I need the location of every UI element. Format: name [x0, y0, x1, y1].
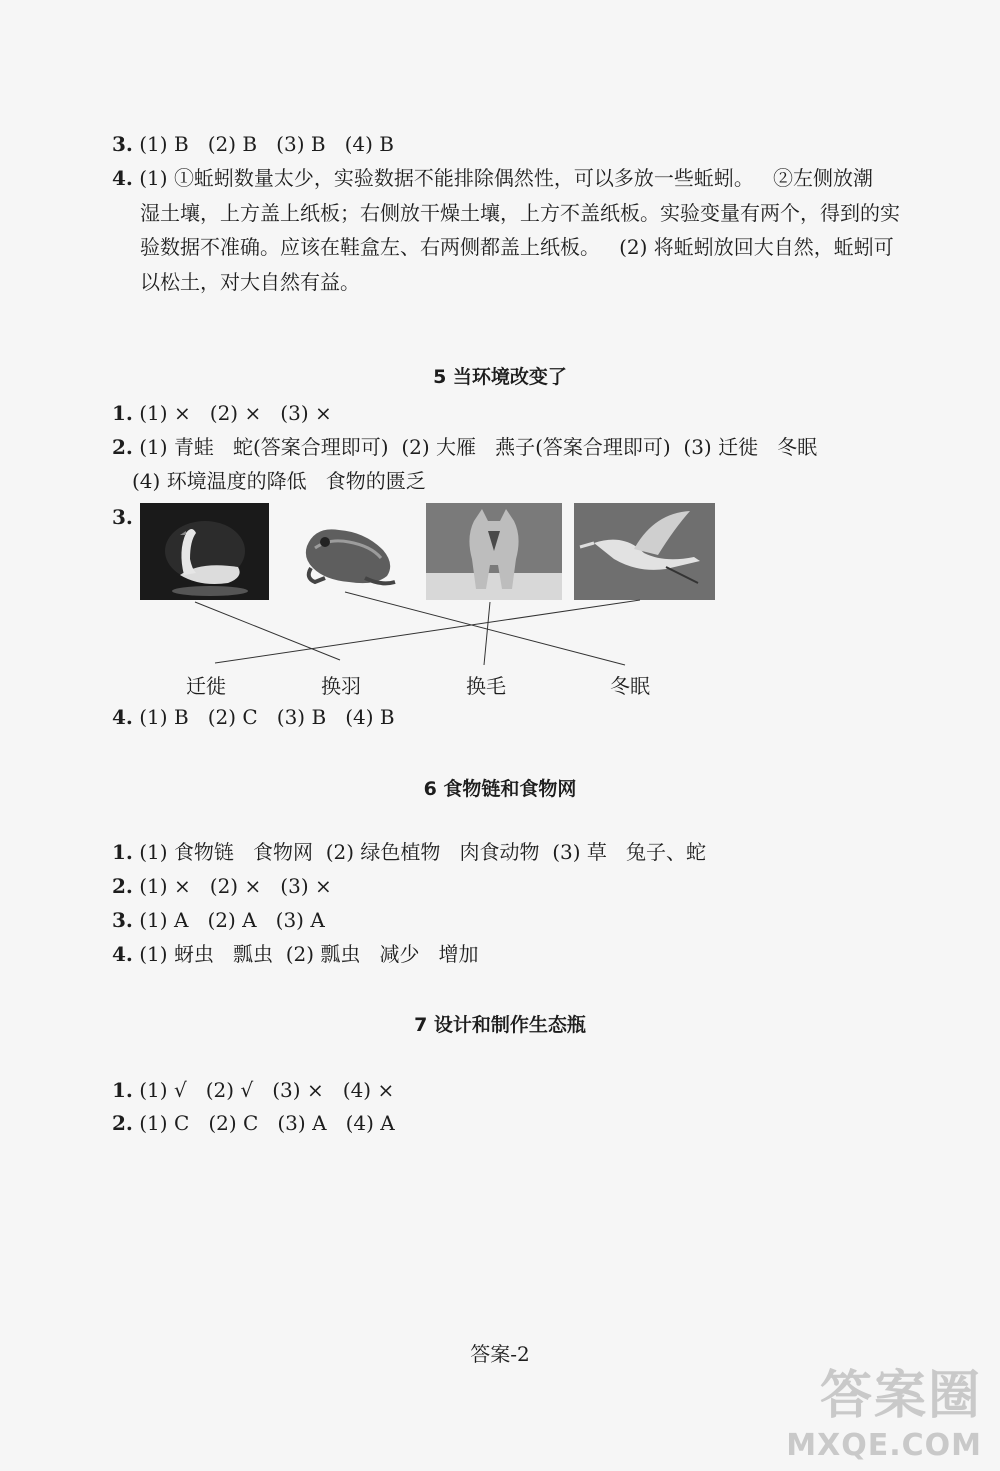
answer-line-4-3: 3. (1) B (2) B (3) B (4) B — [112, 132, 395, 156]
answer-line-5-3-num: 3. — [112, 505, 133, 529]
page-number: 答案-2 — [470, 1342, 530, 1366]
answer-line-4-4-cont2: 验数据不准确。应该在鞋盒左、右两侧都盖上纸板。 (2) 将蚯蚓放回大自然，蚯蚓可 — [140, 235, 894, 259]
answer-line-7-1: 1. (1) √ (2) √ (3) × (4) × — [112, 1078, 395, 1102]
section-7-title: 7 设计和制作生态瓶 — [414, 1014, 586, 1036]
answer-line-5-4: 4. (1) B (2) C (3) B (4) B — [112, 705, 395, 729]
section-5-title: 5 当环境改变了 — [433, 366, 567, 388]
label-migration: 迁徙 — [186, 674, 226, 698]
section-6-title: 6 食物链和食物网 — [423, 778, 577, 800]
answer-line-6-1: 1. (1) 食物链 食物网 (2) 绿色植物 肉食动物 (3) 草 兔子、蛇 — [112, 840, 706, 864]
answer-line-4-4-cont1: 湿土壤，上方盖上纸板；右侧放干燥土壤，上方不盖纸板。实验变量有两个，得到的实 — [140, 201, 900, 225]
match-line-swan — [195, 602, 340, 660]
matching-lines — [0, 0, 1000, 700]
answer-line-4-4: 4. (1) ①蚯蚓数量太少，实验数据不能排除偶然性，可以多放一些蚯蚓。 ②左侧放潮 — [112, 166, 874, 190]
watermark-bottom: MXQE.COM — [786, 1428, 982, 1463]
watermark-top: 答案圈 — [819, 1366, 982, 1426]
answer-line-6-3: 3. (1) A (2) A (3) A — [112, 908, 325, 932]
label-molting-fur: 换毛 — [466, 674, 506, 698]
answer-line-6-2: 2. (1) × (2) × (3) × — [112, 874, 332, 898]
label-molting-feathers: 换羽 — [321, 674, 361, 698]
watermark — [786, 1353, 982, 1463]
answer-line-5-1: 1. (1) × (2) × (3) × — [112, 401, 332, 425]
label-hibernation: 冬眠 — [610, 674, 650, 698]
match-line-crane — [215, 600, 640, 663]
answer-line-4-4-cont3: 以松土，对大自然有益。 — [140, 270, 360, 294]
answer-line-5-2: 2. (1) 青蛙 蛇(答案合理即可) (2) 大雁 燕子(答案合理即可) (3) 迁徙 冬眠 — [112, 435, 818, 459]
answer-line-7-2: 2. (1) C (2) C (3) A (4) A — [112, 1111, 395, 1135]
answer-line-5-2-cont: (4) 环境温度的降低 食物的匮乏 — [132, 469, 426, 493]
answer-line-6-4: 4. (1) 蚜虫 瓢虫 (2) 瓢虫 减少 增加 — [112, 942, 479, 966]
match-line-wolf — [484, 602, 490, 665]
